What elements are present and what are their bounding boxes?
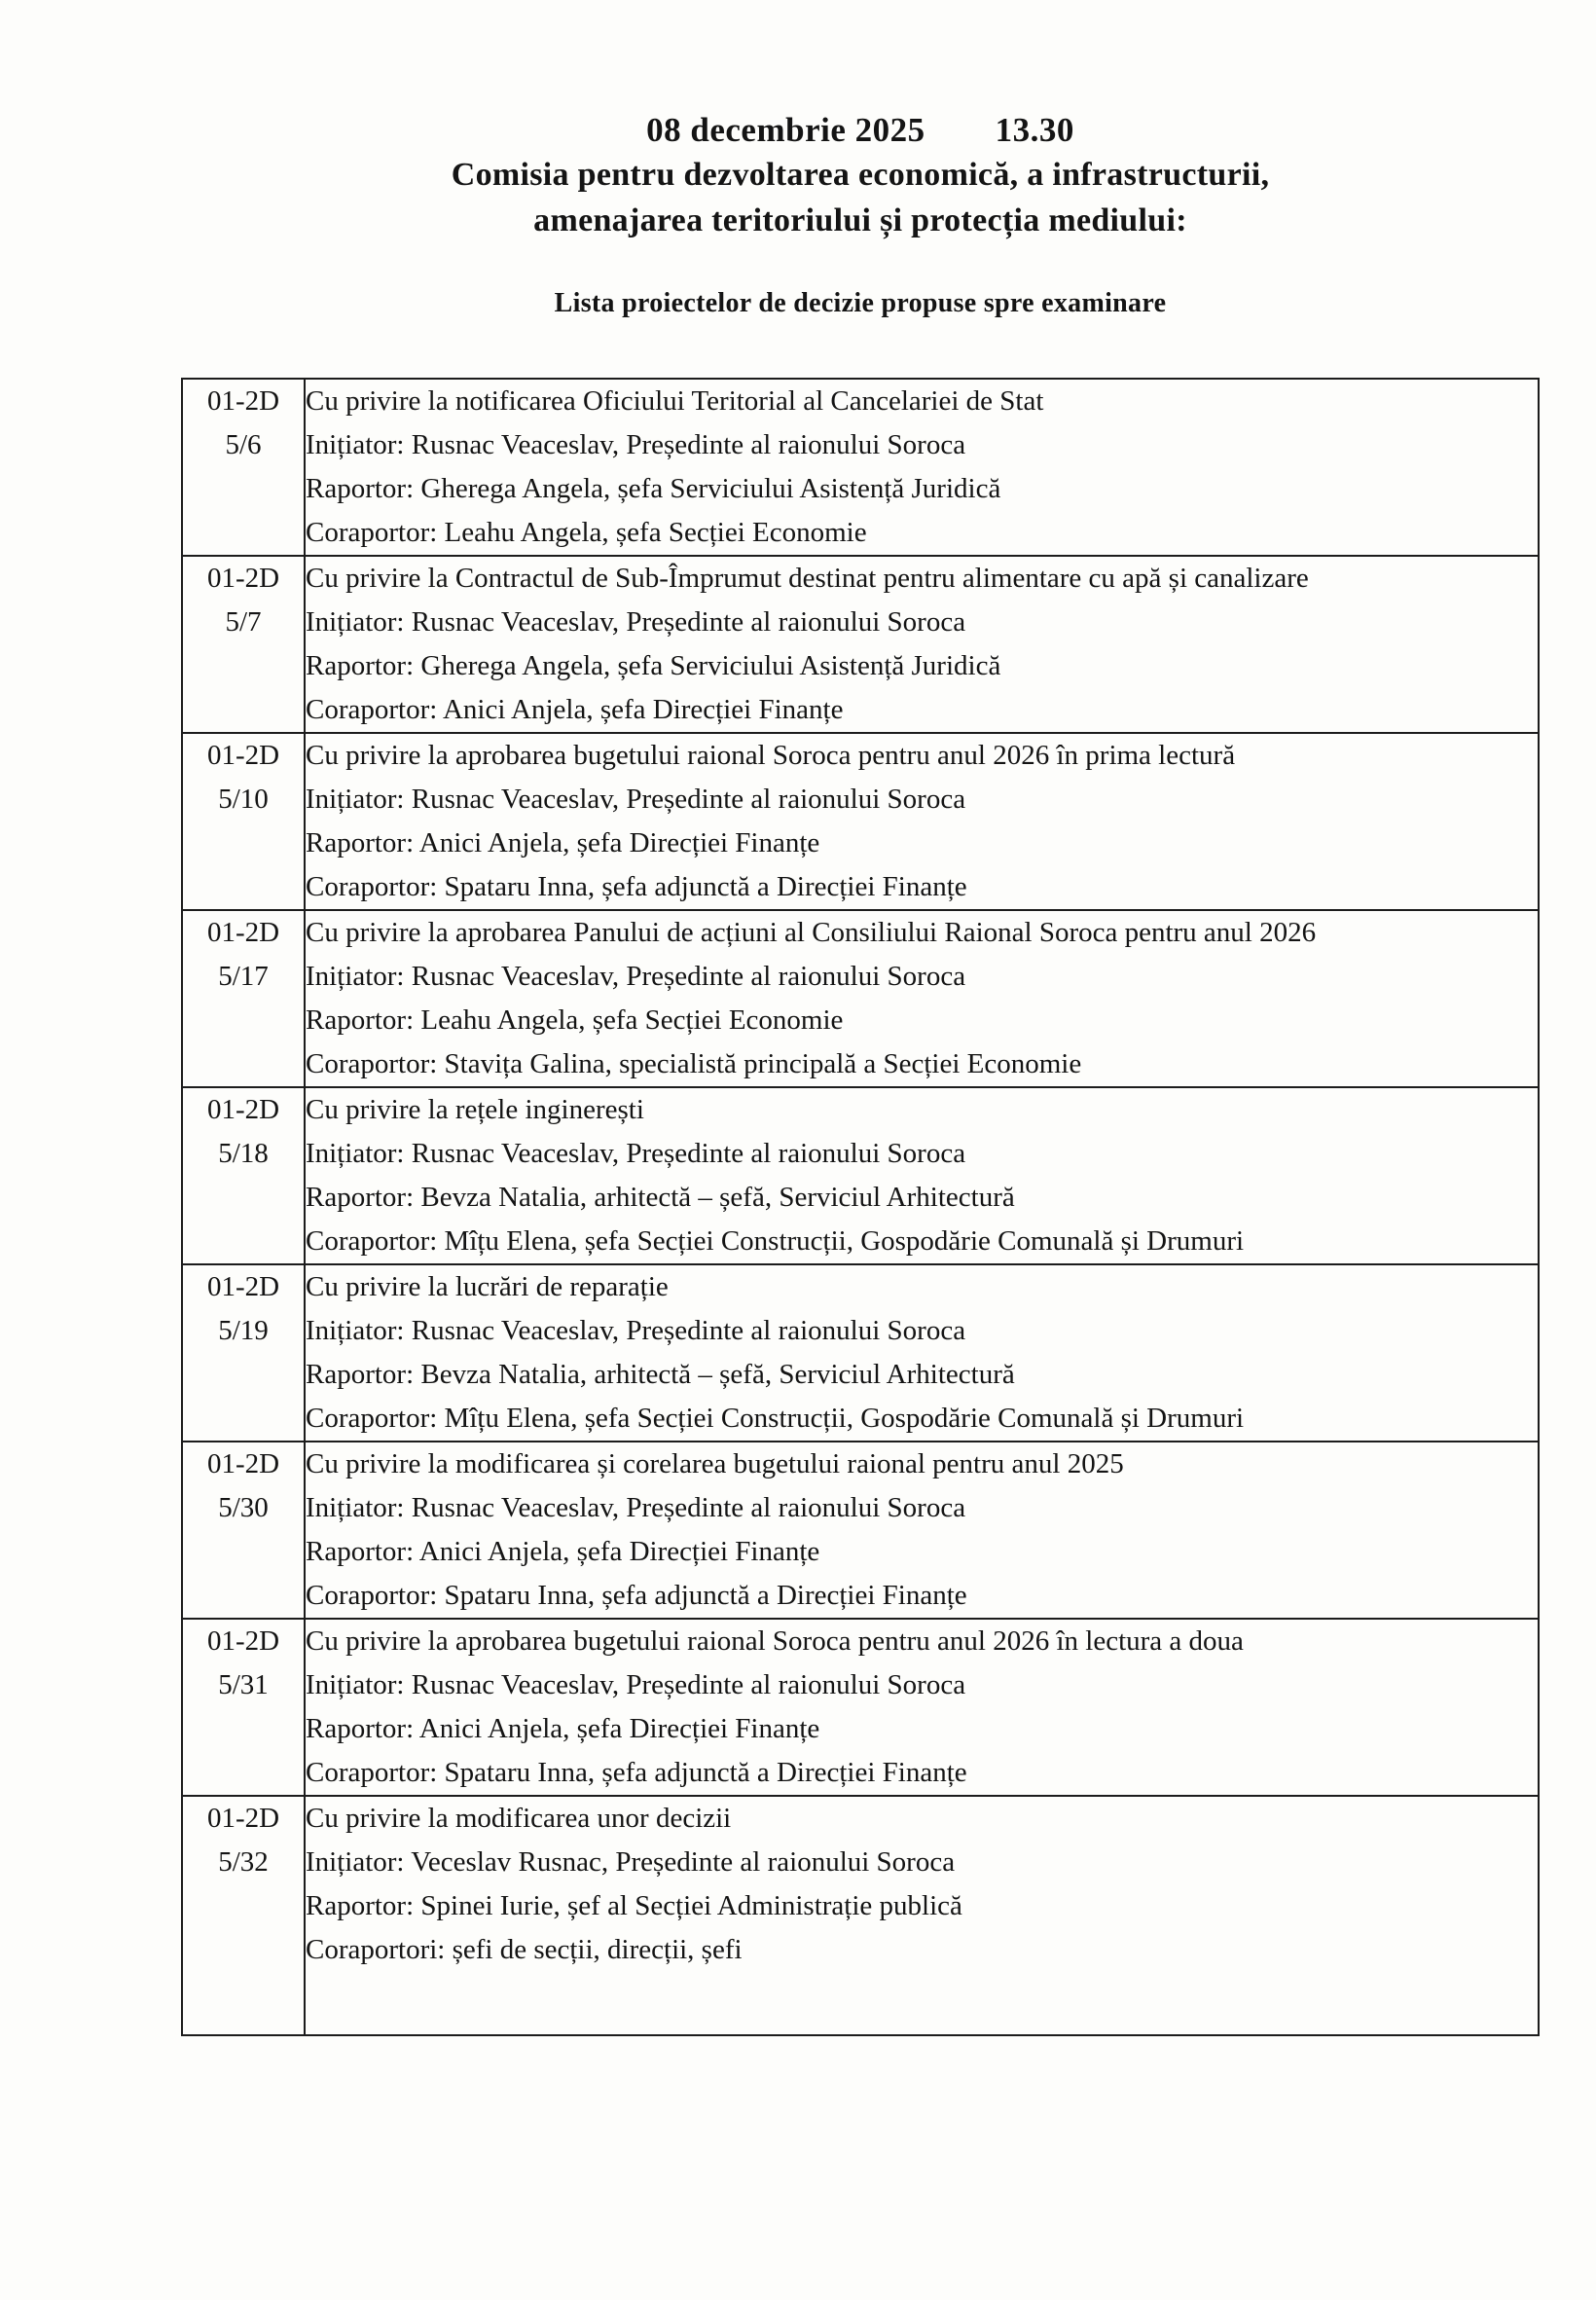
project-desc-cell <box>305 379 1539 556</box>
project-initiator: Inițiator: Rusnac Veaceslav, Președinte al raionului Soroca <box>306 1669 966 1700</box>
project-title: Cu privire la notificarea Oficiului Teritorial al Cancelariei de Stat <box>306 385 1044 417</box>
project-code: 01-2D <box>206 1271 280 1302</box>
project-initiator: Inițiator: Rusnac Veaceslav, Președinte al raionului Soroca <box>306 784 966 815</box>
project-title: Cu privire la Contractul de Sub-Împrumut destinat pentru alimentare cu apă și canalizare <box>306 563 1309 594</box>
project-number: 5/18 <box>218 1138 269 1169</box>
project-id-cell <box>182 733 305 910</box>
project-initiator: Inițiator: Rusnac Veaceslav, Președinte al raionului Soroca <box>306 606 966 638</box>
project-coraportor: Coraportor: Spataru Inna, șefa adjunctă a Direcției Finanțe <box>306 871 967 902</box>
project-coraportor: Coraportor: Anici Anjela, șefa Direcției Finanțe <box>306 694 844 725</box>
table-row <box>182 1442 1539 1619</box>
project-id-cell <box>182 1442 305 1619</box>
project-id-cell <box>182 1087 305 1264</box>
project-id-cell <box>182 910 305 1087</box>
project-coraportor: Coraportor: Leahu Angela, șefa Secției Economie <box>306 517 867 548</box>
project-title: Cu privire la aprobarea bugetului raional Soroca pentru anul 2026 în prima lectură <box>306 740 1236 771</box>
project-desc-cell <box>305 1087 1539 1264</box>
project-title: Cu privire la aprobarea Panului de acțiuni al Consiliului Raional Soroca pentru anul 2026 <box>306 917 1317 948</box>
project-code: 01-2D <box>206 1803 280 1834</box>
document-content <box>181 0 1540 2036</box>
project-code: 01-2D <box>206 1448 280 1479</box>
commission-title-line-1: Comisia pentru dezvoltarea economică, a infrastructurii, <box>451 157 1270 193</box>
project-id-cell <box>182 1264 305 1442</box>
meeting-date: 08 decembrie 2025 <box>646 111 925 149</box>
table-row <box>182 910 1539 1087</box>
project-coraportor: Coraportor: Mîțu Elena, șefa Secției Construcții, Gospodărie Comunală și Drumuri <box>306 1403 1245 1434</box>
table-row <box>182 556 1539 733</box>
project-id-cell <box>182 379 305 556</box>
project-desc-cell <box>305 556 1539 733</box>
project-raportor: Raportor: Anici Anjela, șefa Direcției Finanțe <box>306 1713 820 1744</box>
project-title: Cu privire la lucrări de reparație <box>306 1271 669 1302</box>
table-row <box>182 1087 1539 1264</box>
project-raportor: Raportor: Anici Anjela, șefa Direcției Finanțe <box>306 1536 820 1567</box>
document-header <box>181 109 1540 243</box>
project-number: 5/30 <box>218 1492 269 1523</box>
project-coraportor: Coraportor: Spataru Inna, șefa adjunctă a Direcției Finanțe <box>306 1757 967 1788</box>
meeting-datetime <box>181 109 1540 152</box>
projects-table <box>181 378 1540 2036</box>
project-raportor: Raportor: Bevza Natalia, arhitectă – șefă, Serviciul Arhitectură <box>306 1182 1015 1213</box>
project-code: 01-2D <box>206 917 280 948</box>
project-initiator: Inițiator: Rusnac Veaceslav, Președinte al raionului Soroca <box>306 1492 966 1523</box>
project-desc-cell <box>305 1442 1539 1619</box>
project-code: 01-2D <box>206 1094 280 1125</box>
project-number: 5/32 <box>218 1846 269 1878</box>
project-code: 01-2D <box>206 1625 280 1657</box>
project-id-cell <box>182 1796 305 2035</box>
project-raportor: Raportor: Gherega Angela, șefa Serviciului Asistență Juridică <box>306 473 1001 504</box>
project-raportor: Raportor: Anici Anjela, șefa Direcției Finanțe <box>306 827 820 858</box>
table-row <box>182 1619 1539 1796</box>
project-number: 5/10 <box>218 784 269 815</box>
project-number: 5/6 <box>225 429 262 460</box>
project-initiator: Inițiator: Rusnac Veaceslav, Președinte al raionului Soroca <box>306 1315 966 1346</box>
project-desc-cell <box>305 733 1539 910</box>
table-row <box>182 1796 1539 2035</box>
project-raportor: Raportor: Leahu Angela, șefa Secției Economie <box>306 1004 844 1036</box>
project-desc-cell <box>305 1796 1539 2035</box>
project-number: 5/17 <box>218 961 269 992</box>
project-id-cell <box>182 1619 305 1796</box>
project-coraportor: Coraportor: Mîțu Elena, șefa Secției Construcții, Gospodărie Comunală și Drumuri <box>306 1225 1245 1257</box>
project-desc-cell <box>305 1264 1539 1442</box>
project-title: Cu privire la rețele inginerești <box>306 1094 644 1125</box>
project-raportor: Raportor: Bevza Natalia, arhitectă – șefă, Serviciul Arhitectură <box>306 1359 1015 1390</box>
project-code: 01-2D <box>206 740 280 771</box>
project-code: 01-2D <box>206 385 280 417</box>
project-id-cell <box>182 556 305 733</box>
project-number: 5/7 <box>225 606 262 638</box>
project-initiator: Inițiator: Rusnac Veaceslav, Președinte al raionului Soroca <box>306 1138 966 1169</box>
project-title: Cu privire la modificarea și corelarea bugetului raional pentru anul 2025 <box>306 1448 1124 1479</box>
project-initiator: Inițiator: Rusnac Veaceslav, Președinte al raionului Soroca <box>306 429 966 460</box>
project-coraportor: Coraportor: Stavița Galina, specialistă principală a Secției Economie <box>306 1048 1082 1079</box>
project-title: Cu privire la modificarea unor decizii <box>306 1803 732 1834</box>
project-raportor: Raportor: Gherega Angela, șefa Serviciului Asistență Juridică <box>306 650 1001 681</box>
table-row <box>182 1264 1539 1442</box>
table-row <box>182 379 1539 556</box>
project-coraportor: Coraportori: șefi de secții, direcții, șefi <box>306 1934 743 1965</box>
project-number: 5/19 <box>218 1315 269 1346</box>
project-coraportor: Coraportor: Spataru Inna, șefa adjunctă a Direcției Finanțe <box>306 1580 967 1611</box>
project-initiator: Inițiator: Rusnac Veaceslav, Președinte al raionului Soroca <box>306 961 966 992</box>
table-row <box>182 733 1539 910</box>
commission-title-line-2: amenajarea teritoriului și protecția mediului: <box>533 202 1187 238</box>
project-initiator: Inițiator: Veceslav Rusnac, Președinte al raionului Soroca <box>306 1846 956 1878</box>
project-desc-cell <box>305 1619 1539 1796</box>
project-desc-cell <box>305 910 1539 1087</box>
project-title: Cu privire la aprobarea bugetului raional Soroca pentru anul 2026 în lectura a doua <box>306 1625 1244 1657</box>
project-raportor: Raportor: Spinei Iurie, șef al Secției Administrație publică <box>306 1890 962 1921</box>
project-number: 5/31 <box>218 1669 269 1700</box>
list-subtitle: Lista proiectelor de decizie propuse spre examinare <box>554 288 1167 318</box>
projects-table-body <box>182 379 1539 2035</box>
project-code: 01-2D <box>206 563 280 594</box>
meeting-time: 13.30 <box>995 111 1074 149</box>
